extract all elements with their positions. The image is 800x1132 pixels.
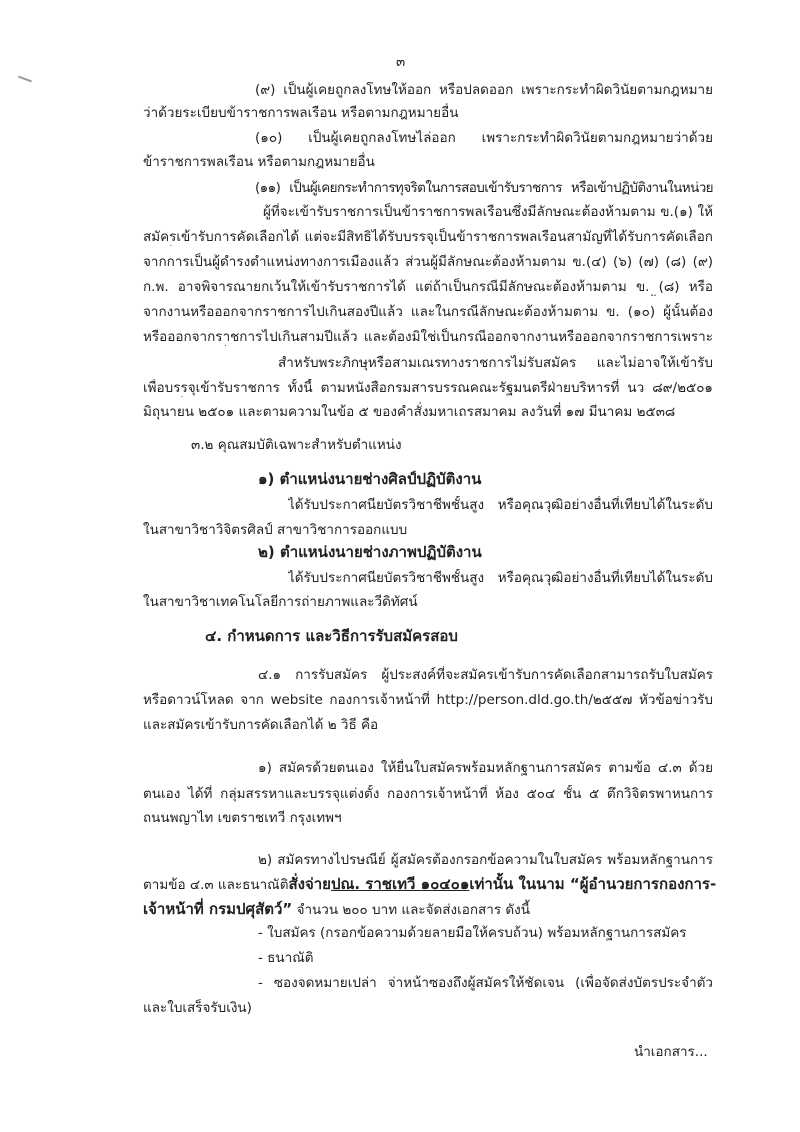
payee-name-start: เท่านั้น ในนาม “ผู้อำนวยการกองการ- xyxy=(469,875,717,893)
list-item: - ใบสมัคร (กรอกข้อความด้วยลายมือให้ครบถ้วน) พร้อมหลักฐานการสมัคร xyxy=(258,925,687,941)
paragraph-line: และสมัครเข้ารับการคัดเลือกได้ ๒ วิธี คือ xyxy=(143,717,379,733)
payment-amount-text: จำนวน ๒๐๐ บาท และจัดส่งเอกสาร ดังนี้ xyxy=(296,902,530,918)
paragraph-line: (๑๑) เป็นผู้เคยกระทำการทุจริตในการสอบเข้ารับราชการ หรือเข้าปฏิบัติงานในหน่วย xyxy=(255,180,713,196)
page-number: ๓ xyxy=(396,54,406,70)
payment-order-label: สั่งจ่าย xyxy=(288,875,331,893)
paragraph-line: ก.พ. อาจพิจารณายกเว้นให้เข้ารับราชการได้ แต่ถ้าเป็นกรณีมีลักษณะต้องห้ามตาม ข. (๘) หรือ xyxy=(143,279,713,295)
paragraph-line: และใบเสร็จรับเงิน) xyxy=(143,1000,252,1016)
payee-name-end: เจ้าหน้าที่ กรมปศุสัตว์” xyxy=(143,900,293,918)
paragraph-line: ข้าราชการพลเรือน หรือตามกฎหมายอื่น xyxy=(143,154,375,170)
paragraph-line: หรือดาวน์โหลด จาก website กองการเจ้าหน้าที่ http://person.dld.go.th/๒๕๕๗ หัวข้อข่าวรับ xyxy=(143,692,713,708)
paragraph-line: ๔.๑ การรับสมัคร ผู้ประสงค์ที่จะสมัครเข้ารับการคัดเลือกสามารถรับใบสมัคร xyxy=(258,667,713,683)
paragraph-line: ในสาขาวิชาเทคโนโลยีการถ่ายภาพและวีดิทัศน์ xyxy=(143,594,418,610)
paragraph-line: ในสาขาวิชาวิจิตรศิลป์ สาขาวิชาการออกแบบ xyxy=(143,522,408,538)
continuation-note: นำเอกสาร... xyxy=(634,1044,708,1060)
paragraph-line: ตนเอง ได้ที่ กลุ่มสรรหาและบรรจุแต่งตั้ง กองการเจ้าหน้าที่ ห้อง ๕๐๔ ชั้น ๕ ตึกวิจิตรพาหนการ xyxy=(143,786,713,802)
list-item: - ธนาณัติ xyxy=(258,950,314,966)
list-item: - ซองจดหมายเปล่า จ่าหน้าซองถึงผู้สมัครให้ชัดเจน (เพื่อจัดส่งบัตรประจำตัว xyxy=(258,975,713,991)
paragraph-line: (๙) เป็นผู้เคยถูกลงโทษให้ออก หรือปลดออก เพราะกระทำผิดวินัยตามกฎหมาย xyxy=(255,82,713,98)
paragraph-line: จากการเป็นผู้ดำรงตำแหน่งทางการเมืองแล้ว ส่วนผู้มีลักษณะต้องห้ามตาม ข.(๔) (๖) (๗) (๘) (๙) xyxy=(143,254,713,270)
position-heading-2: ๒) ตำแหน่งนายช่างภาพปฏิบัติงาน xyxy=(258,543,482,561)
paragraph-line: ๒) สมัครทางไปรษณีย์ ผู้สมัครต้องกรอกข้อความในใบสมัคร พร้อมหลักฐานการ xyxy=(258,852,713,868)
paragraph-line: ว่าด้วยระเบียบข้าราชการพลเรือน หรือตามกฎหมายอื่น xyxy=(143,105,459,121)
paragraph-line: ได้รับประกาศนียบัตรวิชาชีพชั้นสูง หรือคุณวุฒิอย่างอื่นที่เทียบได้ในระดับ xyxy=(288,497,713,513)
paragraph-line: จากงานหรือออกจากราชการไปเกินสองปีแล้ว และในกรณีลักษณะต้องห้ามตาม ข. (๑๐) ผู้นั้นต้อง xyxy=(143,304,713,320)
paragraph-line: เพื่อบรรจุเข้ารับราชการ ทั้งนี้ ตามหนังสือกรมสารบรรณคณะรัฐมนตรีฝ่ายบริหารที่ นว ๘๙/๒๕๐๑ xyxy=(143,380,713,396)
post-office-name: ปณ. ราชเทวี ๑๐๔๐๑ xyxy=(330,875,470,893)
scan-mark xyxy=(18,76,32,83)
payment-text: ตามข้อ ๔.๓ และธนาณัติ xyxy=(143,877,289,893)
paragraph-line: สมัครเข้ารับการคัดเลือกได้ แต่จะมีสิทธิได้รับบรรจุเป็นข้าราชการพลเรือนสามัญที่ได้รับการคัดเลือก xyxy=(143,229,713,245)
paragraph-line: ผู้ที่จะเข้ารับราชการเป็นข้าราชการพลเรือนซึ่งมีลักษณะต้องห้ามตาม ข.(๑) ให้ xyxy=(263,204,713,220)
section-heading-4: ๔. กำหนดการ และวิธีการรับสมัครสอบ xyxy=(205,627,458,645)
paragraph-line: (๑๐) เป็นผู้เคยถูกลงโทษไล่ออก เพราะกระทำผิดวินัยตามกฎหมายว่าด้วย xyxy=(255,130,713,146)
payee-line xyxy=(143,900,530,919)
paragraph-line: ถนนพญาไท เขตราชเทวี กรุงเทพฯ xyxy=(143,810,342,826)
paragraph-line: มิถุนายน ๒๕๐๑ และตามความในข้อ ๕ ของคำสั่งมหาเถรสมาคม ลงวันที่ ๑๗ มีนาคม ๒๕๓๘ xyxy=(143,404,676,420)
paragraph-line: สำหรับพระภิกษุหรือสามเณรทางราชการไม่รับสมัคร และไม่อาจให้เข้ารับ xyxy=(278,355,713,371)
paragraph-line: หรือออกจากราชการไปเกินสามปีแล้ว และต้องมิใช่เป็นกรณีออกจากงานหรือออกจากราชการเพราะ xyxy=(143,329,713,345)
paragraph-line: ๑) สมัครด้วยตนเอง ให้ยื่นใบสมัครพร้อมหลักฐานการสมัคร ตามข้อ ๔.๓ ด้วย xyxy=(258,760,713,776)
paragraph-line: ได้รับประกาศนียบัตรวิชาชีพชั้นสูง หรือคุณวุฒิอย่างอื่นที่เทียบได้ในระดับ xyxy=(288,570,713,586)
position-heading-1: ๑) ตำแหน่งนายช่างศิลป์ปฏิบัติงาน xyxy=(258,470,482,488)
section-heading-3-2: ๓.๒ คุณสมบัติเฉพาะสำหรับตำแหน่ง xyxy=(191,437,402,453)
payment-line xyxy=(143,875,717,894)
